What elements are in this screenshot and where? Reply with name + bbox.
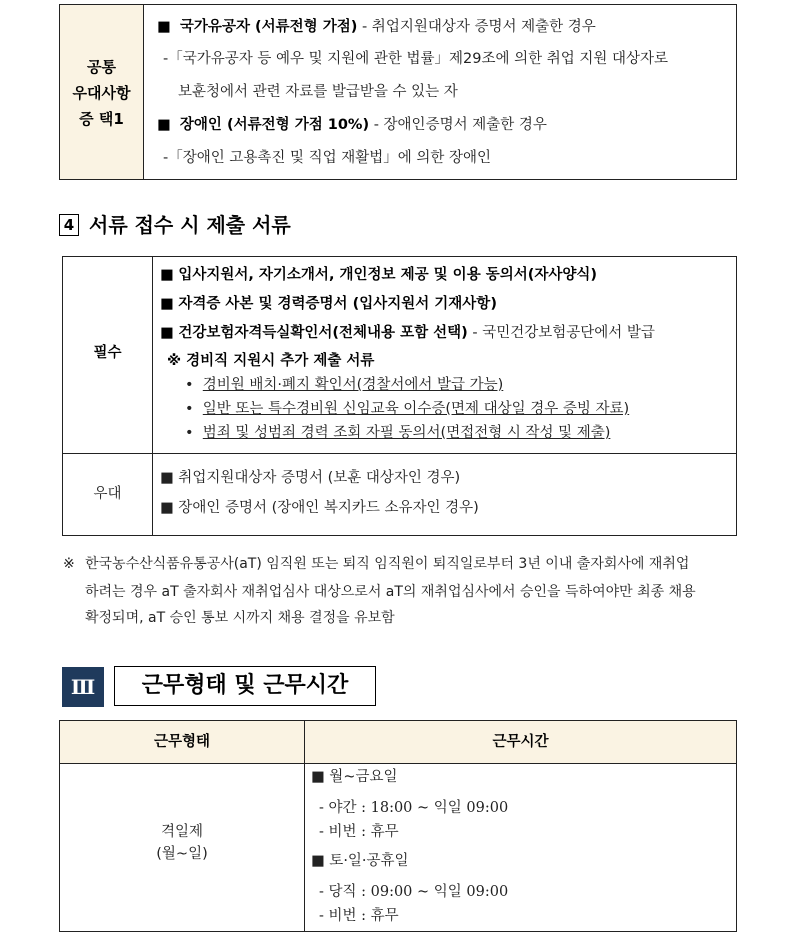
preference-label-line: 우대사항 [72,84,131,102]
header-work-type: 근무형태 [153,734,211,750]
disability-detail-line: -「장애인 고용촉진 및 직업 재활법」에 의한 장애인 [163,150,492,166]
work-type-cell [60,821,304,865]
documents-table [62,256,737,536]
veteran-detail-line: 보훈청에서 관련 자료를 발급받을 수 있는 자 [178,84,458,100]
extra-documents-heading: ※ 경비직 지원시 추가 제출 서류 [167,353,375,369]
work-type-name: 격일제 [160,824,204,840]
schedule-line: - 비번 : 휴무 [319,824,399,840]
extra-document-item: • 경비원 배치·폐지 확인서(경찰서에서 발급 가능) [185,377,504,393]
section-4-heading [59,209,291,238]
section-4-number: 4 [59,214,79,236]
note-line: 한국농수산식품유통공사(aT) 임직원 또는 퇴직 임직원이 퇴직일로부터 3년 이내 출자회사에 재취업 [85,556,690,572]
note-mark: ※ [63,556,75,572]
preference-label-cell [60,5,144,179]
required-label: 필수 [93,345,122,361]
section-4-title: 서류 접수 시 제출 서류 [89,213,291,237]
note-line: 확정되며, aT 승인 통보 시까지 채용 결정을 유보함 [85,610,395,626]
schedule-line: - 야간 : 18:00 ~ 익일 09:00 [319,800,509,816]
veteran-line: ■ 국가유공자 (서류전형 가점) - 취업지원대상자 증명서 제출한 경우 [157,19,596,35]
extra-document-item: • 범죄 및 성범죄 경력 조회 자필 동의서(면접전형 시 작성 및 제출) [185,425,611,441]
required-item: ■ 자격증 사본 및 경력증명서 (입사지원서 기재사항) [160,296,497,312]
header-work-hours: 근무시간 [492,734,549,750]
preference-label-line: 증 택1 [79,110,124,128]
work-schedule-table [59,720,737,932]
preferred-label: 우대 [93,486,122,502]
preferred-item: ■ 취업지원대상자 증명서 (보훈 대상자인 경우) [160,470,461,486]
section-3-number: Ⅲ [62,667,104,707]
note-line: 하려는 경우 aT 출자회사 재취업심사 대상으로서 aT의 재취업심사에서 승인을 득하여야만 최종 채용 [85,584,696,600]
required-item: ■ 입사지원서, 자기소개서, 개인정보 제공 및 이용 동의서(자사양식) [160,267,598,283]
veteran-detail-line: -「국가유공자 등 예우 및 지원에 관한 법률」제29조에 의한 취업 지원 대상자로 [163,51,668,67]
preference-table [59,4,737,180]
schedule-weekend-heading: ■ 토·일·공휴일 [311,853,409,869]
extra-document-item: • 일반 또는 특수경비원 신임교육 이수증(면제 대상일 경우 증빙 자료) [185,401,630,417]
disability-line: ■ 장애인 (서류전형 가점 10%) - 장애인증명서 제출한 경우 [157,117,547,133]
schedule-line: - 비번 : 휴무 [319,908,399,924]
section-3-title: 근무형태 및 근무시간 [114,666,376,706]
schedule-line: - 당직 : 09:00 ~ 익일 09:00 [319,884,509,900]
schedule-weekday-heading: ■ 월~금요일 [311,769,398,785]
required-item: ■ 건강보험자격득실확인서(전체내용 포함 선택) - 국민건강보험공단에서 발급 [160,325,655,341]
preferred-item: ■ 장애인 증명서 (장애인 복지카드 소유자인 경우) [160,500,479,516]
work-type-days: (월~일) [156,846,208,862]
preference-label-line: 공통 [87,58,116,76]
